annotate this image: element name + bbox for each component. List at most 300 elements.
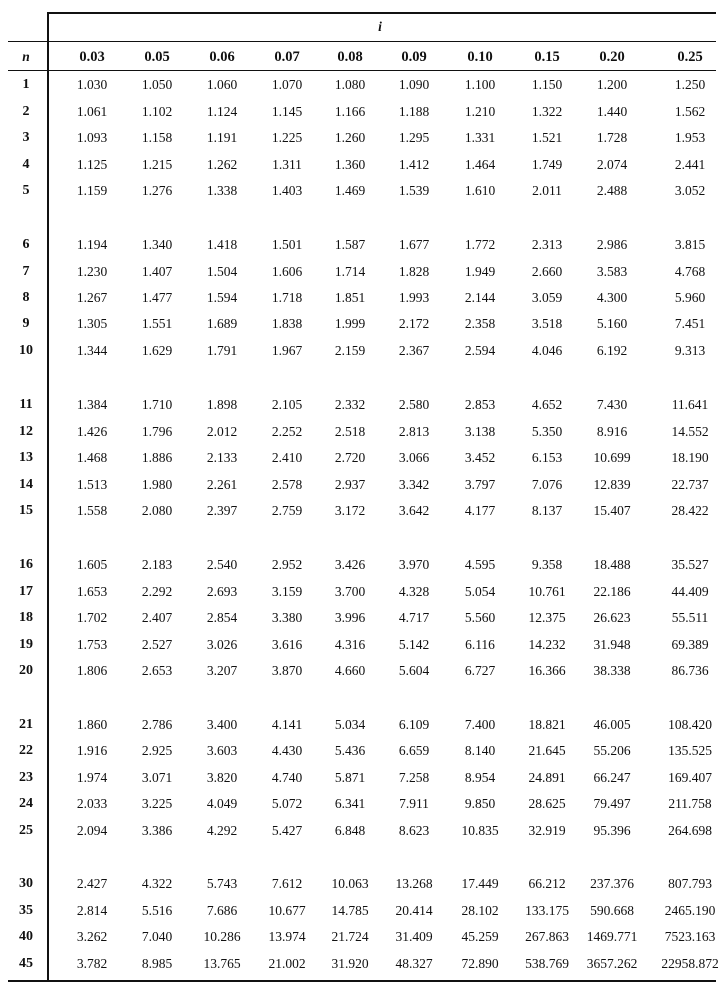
table-cell: 2.358 — [464, 316, 496, 331]
table-cell: 3657.262 — [586, 956, 638, 971]
table-cell: 5.350 — [531, 424, 563, 439]
table-cell: 1.898 — [206, 397, 238, 412]
table-cell: 55.511 — [671, 610, 709, 625]
table-cell: 8.916 — [596, 424, 628, 439]
table-cell: 5.054 — [464, 584, 496, 599]
table-cell: 1.558 — [76, 503, 108, 518]
period-label: 45 — [19, 956, 33, 971]
table-cell: 2.074 — [596, 157, 628, 172]
table-cell: 5.960 — [674, 290, 706, 305]
table-cell: 2.441 — [674, 157, 706, 172]
table-cell: 3.225 — [141, 796, 173, 811]
table-cell: 4.328 — [398, 584, 430, 599]
table-cell: 5.604 — [398, 663, 430, 678]
table-cell: 1.916 — [76, 743, 108, 758]
table-cell: 1.225 — [271, 130, 303, 145]
table-cell: 45.259 — [461, 929, 499, 944]
table-cell: 1.521 — [531, 130, 563, 145]
table-cell: 135.525 — [668, 743, 712, 758]
table-cell: 1.605 — [76, 557, 108, 572]
table-cell: 7.911 — [399, 796, 429, 811]
period-label: 7 — [22, 264, 30, 279]
table-cell: 14.552 — [671, 424, 709, 439]
table-cell: 237.376 — [590, 876, 634, 891]
table-cell: 18.821 — [528, 717, 566, 732]
table-cell: 3.518 — [531, 316, 563, 331]
stub-divider — [47, 12, 49, 980]
table-cell: 3.820 — [206, 770, 238, 785]
period-label: 2 — [22, 104, 30, 119]
table-cell: 2.313 — [531, 237, 563, 252]
table-cell: 264.698 — [668, 823, 712, 838]
rate-header: 0.25 — [677, 49, 703, 65]
table-cell: 4.768 — [674, 264, 706, 279]
table-cell: 5.871 — [334, 770, 366, 785]
table-cell: 2.854 — [206, 610, 238, 625]
table-cell: 538.769 — [525, 956, 569, 971]
period-label: 17 — [19, 584, 33, 599]
table-cell: 1.344 — [76, 343, 108, 358]
table-cell: 7.076 — [531, 477, 563, 492]
table-cell: 2.410 — [271, 450, 303, 465]
table-cell: 1.030 — [76, 77, 108, 92]
table-cell: 3.342 — [398, 477, 430, 492]
table-cell: 3.815 — [674, 237, 706, 252]
table-cell: 18.488 — [593, 557, 631, 572]
table-cell: 2.720 — [334, 450, 366, 465]
table-cell: 2.427 — [76, 876, 108, 891]
table-cell: 22.737 — [671, 477, 709, 492]
table-cell: 2.292 — [141, 584, 173, 599]
table-cell: 1.689 — [206, 316, 238, 331]
table-cell: 31.920 — [331, 956, 369, 971]
table-cell: 46.005 — [593, 717, 631, 732]
table-cell: 1.806 — [76, 663, 108, 678]
table-cell: 13.765 — [203, 956, 241, 971]
table-cell: 55.206 — [593, 743, 631, 758]
table-cell: 1.412 — [398, 157, 430, 172]
table-cell: 1.562 — [674, 104, 706, 119]
table-cell: 2.937 — [334, 477, 366, 492]
table-cell: 1.728 — [596, 130, 628, 145]
table-cell: 1.949 — [464, 264, 496, 279]
table-cell: 2.527 — [141, 637, 173, 652]
table-cell: 26.623 — [593, 610, 631, 625]
rate-header: 0.07 — [274, 49, 300, 65]
period-label: 6 — [22, 237, 30, 252]
period-label: 8 — [22, 290, 30, 305]
table-cell: 2.952 — [271, 557, 303, 572]
table-cell: 2.814 — [76, 903, 108, 918]
table-cell: 3.870 — [271, 663, 303, 678]
table-cell: 4.049 — [206, 796, 238, 811]
rate-header: 0.06 — [209, 49, 235, 65]
table-cell: 5.142 — [398, 637, 430, 652]
table-cell: 6.341 — [334, 796, 366, 811]
table-cell: 95.396 — [593, 823, 631, 838]
period-label: 5 — [22, 183, 30, 198]
table-cell: 1.200 — [596, 77, 628, 92]
table-cell: 5.427 — [271, 823, 303, 838]
period-label: 11 — [19, 397, 33, 412]
table-cell: 1.311 — [272, 157, 302, 172]
table-cell: 2.518 — [334, 424, 366, 439]
table-cell: 1.440 — [596, 104, 628, 119]
table-cell: 7.612 — [271, 876, 303, 891]
table-cell: 2.033 — [76, 796, 108, 811]
table-cell: 28.625 — [528, 796, 566, 811]
table-cell: 2.397 — [206, 503, 238, 518]
table-cell: 5.034 — [334, 717, 366, 732]
table-cell: 1.974 — [76, 770, 108, 785]
table-cell: 8.985 — [141, 956, 173, 971]
table-cell: 10.063 — [331, 876, 369, 891]
table-cell: 7.430 — [596, 397, 628, 412]
table-cell: 4.292 — [206, 823, 238, 838]
table-cell: 8.954 — [464, 770, 496, 785]
table-cell: 3.071 — [141, 770, 173, 785]
table-cell: 1.093 — [76, 130, 108, 145]
period-label: 18 — [19, 610, 33, 625]
period-label: 20 — [19, 663, 33, 678]
table-cell: 3.380 — [271, 610, 303, 625]
table-cell: 1.606 — [271, 264, 303, 279]
table-cell: 1.267 — [76, 290, 108, 305]
table-cell: 3.207 — [206, 663, 238, 678]
table-cell: 2.693 — [206, 584, 238, 599]
table-cell: 1.384 — [76, 397, 108, 412]
table-cell: 2.578 — [271, 477, 303, 492]
table-cell: 4.141 — [271, 717, 303, 732]
table-cell: 1.772 — [464, 237, 496, 252]
period-label: 24 — [19, 796, 33, 811]
table-cell: 2.660 — [531, 264, 563, 279]
table-cell: 1.539 — [398, 183, 430, 198]
table-cell: 9.313 — [674, 343, 706, 358]
table-cell: 7.451 — [674, 316, 706, 331]
table-cell: 2.332 — [334, 397, 366, 412]
table-cell: 6.153 — [531, 450, 563, 465]
table-cell: 1.477 — [141, 290, 173, 305]
table-cell: 3.426 — [334, 557, 366, 572]
table-cell: 1.159 — [76, 183, 108, 198]
table-cell: 1.360 — [334, 157, 366, 172]
table-cell: 6.659 — [398, 743, 430, 758]
table-cell: 79.497 — [593, 796, 631, 811]
n-symbol: n — [22, 49, 30, 64]
table-cell: 1.999 — [334, 316, 366, 331]
rate-header: 0.15 — [534, 49, 560, 65]
period-label: 21 — [19, 717, 33, 732]
table-cell: 3.052 — [674, 183, 706, 198]
table-cell: 1.791 — [206, 343, 238, 358]
table-cell: 3.583 — [596, 264, 628, 279]
table-cell: 10.699 — [593, 450, 631, 465]
table-cell: 2.925 — [141, 743, 173, 758]
table-cell: 7.040 — [141, 929, 173, 944]
table-cell: 5.072 — [271, 796, 303, 811]
table-cell: 2.653 — [141, 663, 173, 678]
table-cell: 211.758 — [668, 796, 712, 811]
table-cell: 1.967 — [271, 343, 303, 358]
period-label: 10 — [19, 343, 33, 358]
table-cell: 4.300 — [596, 290, 628, 305]
table-cell: 86.736 — [671, 663, 709, 678]
table-cell: 2465.190 — [664, 903, 716, 918]
rate-header: 0.03 — [79, 49, 105, 65]
table-cell: 807.793 — [668, 876, 712, 891]
rate-symbol: i — [378, 19, 382, 34]
period-label: 22 — [19, 743, 33, 758]
table-cell: 1.166 — [334, 104, 366, 119]
table-cell: 11.641 — [671, 397, 709, 412]
table-cell: 3.400 — [206, 717, 238, 732]
table-cell: 1.230 — [76, 264, 108, 279]
table-cell: 7.258 — [398, 770, 430, 785]
table-cell: 24.891 — [528, 770, 566, 785]
table-cell: 10.761 — [528, 584, 566, 599]
period-label: 4 — [22, 157, 30, 172]
table-cell: 2.540 — [206, 557, 238, 572]
table-cell: 15.407 — [593, 503, 631, 518]
table-cell: 10.835 — [461, 823, 499, 838]
rate-header: 0.09 — [401, 49, 427, 65]
table-cell: 1.677 — [398, 237, 430, 252]
table-cell: 2.853 — [464, 397, 496, 412]
table-cell: 72.890 — [461, 956, 499, 971]
table-cell: 1.501 — [271, 237, 303, 252]
table-cell: 267.863 — [525, 929, 569, 944]
table-cell: 3.138 — [464, 424, 496, 439]
table-cell: 28.102 — [461, 903, 499, 918]
table-cell: 2.183 — [141, 557, 173, 572]
table-cell: 2.011 — [532, 183, 562, 198]
table-cell: 38.338 — [593, 663, 631, 678]
period-label: 40 — [19, 929, 33, 944]
table-cell: 1.980 — [141, 477, 173, 492]
period-label: 16 — [19, 557, 33, 572]
rate-header: 0.10 — [467, 49, 493, 65]
table-cell: 1.796 — [141, 424, 173, 439]
table-cell: 2.786 — [141, 717, 173, 732]
table-cell: 10.677 — [268, 903, 306, 918]
table-cell: 1.718 — [271, 290, 303, 305]
table-cell: 1.150 — [531, 77, 563, 92]
table-cell: 14.785 — [331, 903, 369, 918]
table-cell: 31.409 — [395, 929, 433, 944]
table-cell: 3.996 — [334, 610, 366, 625]
table-cell: 6.109 — [398, 717, 430, 732]
table-cell: 9.358 — [531, 557, 563, 572]
table-cell: 1.050 — [141, 77, 173, 92]
table-cell: 108.420 — [668, 717, 712, 732]
table-cell: 1.080 — [334, 77, 366, 92]
table-cell: 1.426 — [76, 424, 108, 439]
table-cell: 1.828 — [398, 264, 430, 279]
table-cell: 13.974 — [268, 929, 306, 944]
table-cell: 1.305 — [76, 316, 108, 331]
table-cell: 8.623 — [398, 823, 430, 838]
table-cell: 66.247 — [593, 770, 631, 785]
table-cell: 5.743 — [206, 876, 238, 891]
table-cell: 4.652 — [531, 397, 563, 412]
period-label: 15 — [19, 503, 33, 518]
table-cell: 5.436 — [334, 743, 366, 758]
table-cell: 1.464 — [464, 157, 496, 172]
table-cell: 1.749 — [531, 157, 563, 172]
table-cell: 3.066 — [398, 450, 430, 465]
table-cell: 1.504 — [206, 264, 238, 279]
table-cell: 3.603 — [206, 743, 238, 758]
table-cell: 4.177 — [464, 503, 496, 518]
table-cell: 1.070 — [271, 77, 303, 92]
table-cell: 1469.771 — [586, 929, 638, 944]
table-cell: 2.261 — [206, 477, 238, 492]
period-label: 12 — [19, 424, 33, 439]
table-cell: 1.061 — [76, 104, 108, 119]
table-cell: 21.002 — [268, 956, 306, 971]
table-cell: 6.116 — [465, 637, 495, 652]
rate-header: 0.20 — [599, 49, 625, 65]
table-cell: 2.172 — [398, 316, 430, 331]
table-cell: 2.252 — [271, 424, 303, 439]
table-cell: 5.516 — [141, 903, 173, 918]
table-cell: 2.080 — [141, 503, 173, 518]
table-cell: 1.594 — [206, 290, 238, 305]
table-cell: 1.262 — [206, 157, 238, 172]
period-label: 25 — [19, 823, 33, 838]
table-cell: 1.993 — [398, 290, 430, 305]
table-cell: 2.105 — [271, 397, 303, 412]
table-cell: 3.700 — [334, 584, 366, 599]
table-cell: 1.407 — [141, 264, 173, 279]
table-cell: 22958.872 — [661, 956, 719, 971]
table-cell: 2.012 — [206, 424, 238, 439]
table-cell: 4.430 — [271, 743, 303, 758]
table-cell: 1.469 — [334, 183, 366, 198]
table-cell: 1.860 — [76, 717, 108, 732]
table-cell: 2.144 — [464, 290, 496, 305]
table-cell: 10.286 — [203, 929, 241, 944]
table-cell: 35.527 — [671, 557, 709, 572]
table-cell: 1.125 — [76, 157, 108, 172]
table-cell: 8.140 — [464, 743, 496, 758]
table-cell: 6.727 — [464, 663, 496, 678]
table-cell: 17.449 — [461, 876, 499, 891]
table-cell: 8.137 — [531, 503, 563, 518]
table-cell: 1.188 — [398, 104, 430, 119]
table-cell: 9.850 — [464, 796, 496, 811]
table-cell: 1.468 — [76, 450, 108, 465]
table-cell: 133.175 — [525, 903, 569, 918]
table-cell: 3.172 — [334, 503, 366, 518]
table-cell: 1.158 — [141, 130, 173, 145]
table-cell: 1.340 — [141, 237, 173, 252]
period-label: 3 — [22, 130, 30, 145]
table-cell: 20.414 — [395, 903, 433, 918]
table-cell: 1.851 — [334, 290, 366, 305]
table-cell: 14.232 — [528, 637, 566, 652]
table-cell: 3.059 — [531, 290, 563, 305]
table-cell: 6.848 — [334, 823, 366, 838]
table-cell: 3.642 — [398, 503, 430, 518]
table-cell: 2.594 — [464, 343, 496, 358]
table-cell: 4.717 — [398, 610, 430, 625]
table-cell: 1.322 — [531, 104, 563, 119]
table-cell: 1.090 — [398, 77, 430, 92]
table-cell: 1.100 — [464, 77, 496, 92]
period-label: 14 — [19, 477, 33, 492]
period-label: 23 — [19, 770, 33, 785]
table-cell: 169.407 — [668, 770, 712, 785]
table-cell: 2.813 — [398, 424, 430, 439]
table-cell: 3.452 — [464, 450, 496, 465]
table-cell: 5.560 — [464, 610, 496, 625]
period-label: 19 — [19, 637, 33, 652]
table-cell: 3.386 — [141, 823, 173, 838]
table-cell: 1.886 — [141, 450, 173, 465]
table-cell: 3.782 — [76, 956, 108, 971]
table-cell: 21.724 — [331, 929, 369, 944]
table-cell: 18.190 — [671, 450, 709, 465]
table-cell: 66.212 — [528, 876, 566, 891]
table-cell: 1.215 — [141, 157, 173, 172]
table-cell: 2.759 — [271, 503, 303, 518]
table-cell: 4.316 — [334, 637, 366, 652]
table-cell: 1.295 — [398, 130, 430, 145]
table-cell: 4.595 — [464, 557, 496, 572]
table-cell: 13.268 — [395, 876, 433, 891]
table-cell: 16.366 — [528, 663, 566, 678]
table-cell: 1.753 — [76, 637, 108, 652]
table-cell: 32.919 — [528, 823, 566, 838]
table-cell: 3.262 — [76, 929, 108, 944]
table-cell: 3.616 — [271, 637, 303, 652]
table-cell: 2.986 — [596, 237, 628, 252]
table-cell: 4.740 — [271, 770, 303, 785]
table-cell: 3.159 — [271, 584, 303, 599]
table-cell: 7.686 — [206, 903, 238, 918]
table-cell: 1.702 — [76, 610, 108, 625]
table-cell: 1.653 — [76, 584, 108, 599]
table-cell: 21.645 — [528, 743, 566, 758]
bottom-rule — [8, 980, 716, 982]
table-cell: 2.488 — [596, 183, 628, 198]
table-cell: 69.389 — [671, 637, 709, 652]
table-cell: 3.970 — [398, 557, 430, 572]
table-cell: 1.250 — [674, 77, 706, 92]
table-cell: 1.276 — [141, 183, 173, 198]
table-cell: 1.513 — [76, 477, 108, 492]
top-rule — [48, 12, 716, 14]
period-label: 9 — [22, 316, 30, 331]
table-cell: 1.124 — [206, 104, 238, 119]
table-cell: 1.194 — [76, 237, 108, 252]
table-cell: 4.322 — [141, 876, 173, 891]
table-cell: 1.714 — [334, 264, 366, 279]
table-cell: 6.192 — [596, 343, 628, 358]
table-cell: 1.210 — [464, 104, 496, 119]
table-cell: 31.948 — [593, 637, 631, 652]
table-cell: 12.375 — [528, 610, 566, 625]
table-cell: 1.102 — [141, 104, 173, 119]
table-cell: 2.133 — [206, 450, 238, 465]
table-cell: 1.551 — [141, 316, 173, 331]
table-cell: 2.407 — [141, 610, 173, 625]
table-cell: 1.403 — [271, 183, 303, 198]
table-cell: 1.629 — [141, 343, 173, 358]
table-cell: 44.409 — [671, 584, 709, 599]
